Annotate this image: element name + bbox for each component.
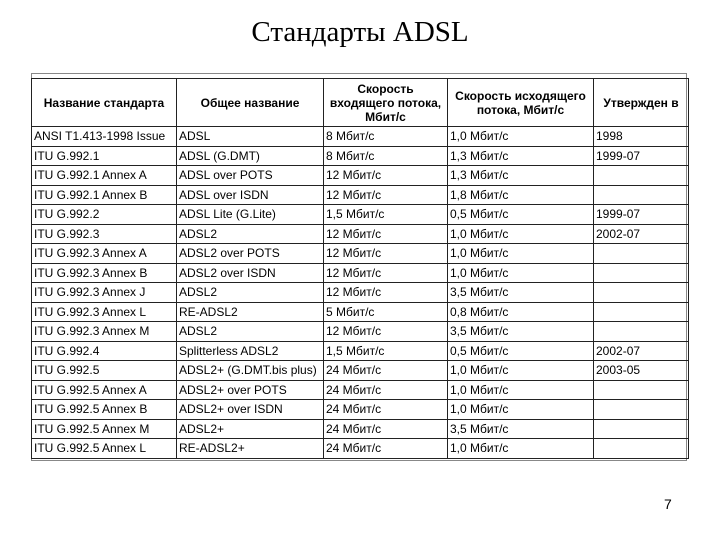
cell-downstream-speed: 1,5 Мбит/с (324, 341, 448, 361)
cell-common-name: ADSL2 (177, 283, 324, 303)
cell-standard-name: ITU G.992.3 Annex M (32, 322, 177, 342)
cell-common-name: ADSL over ISDN (177, 185, 324, 205)
cell-downstream-speed: 12 Мбит/с (324, 224, 448, 244)
cell-upstream-speed: 0,8 Мбит/с (448, 302, 594, 322)
table-row (32, 224, 689, 244)
table-row (32, 185, 689, 205)
cell-approved (594, 244, 689, 264)
cell-downstream-speed: 24 Мбит/с (324, 419, 448, 439)
cell-upstream-speed: 1,8 Мбит/с (448, 185, 594, 205)
cell-downstream-speed: 12 Мбит/с (324, 283, 448, 303)
cell-common-name: ADSL2 over POTS (177, 244, 324, 264)
table-body (32, 127, 689, 459)
cell-downstream-speed: 24 Мбит/с (324, 361, 448, 381)
cell-approved: 1999-07 (594, 205, 689, 225)
cell-standard-name: ITU G.992.3 Annex L (32, 302, 177, 322)
cell-standard-name: ITU G.992.5 Annex B (32, 400, 177, 420)
header-upstream-speed: Скорость исходящего потока, Мбит/с (448, 79, 594, 127)
cell-standard-name: ITU G.992.1 Annex A (32, 166, 177, 186)
cell-downstream-speed: 12 Мбит/с (324, 322, 448, 342)
cell-standard-name: ITU G.992.5 Annex L (32, 439, 177, 459)
cell-downstream-speed: 5 Мбит/с (324, 302, 448, 322)
cell-common-name: ADSL2+ over POTS (177, 380, 324, 400)
table-row (32, 283, 689, 303)
cell-downstream-speed: 24 Мбит/с (324, 400, 448, 420)
table-row (32, 263, 689, 283)
cell-approved (594, 380, 689, 400)
table-row (32, 146, 689, 166)
cell-standard-name: ITU G.992.5 Annex A (32, 380, 177, 400)
cell-common-name: ADSL2+ (177, 419, 324, 439)
cell-common-name: ADSL Lite (G.Lite) (177, 205, 324, 225)
cell-standard-name: ANSI T1.413-1998 Issue (32, 127, 177, 147)
cell-approved (594, 166, 689, 186)
table-row (32, 400, 689, 420)
cell-approved: 2002-07 (594, 224, 689, 244)
cell-approved: 2002-07 (594, 341, 689, 361)
cell-approved (594, 419, 689, 439)
cell-upstream-speed: 1,0 Мбит/с (448, 263, 594, 283)
cell-common-name: Splitterless ADSL2 (177, 341, 324, 361)
cell-approved: 1999-07 (594, 146, 689, 166)
page-number: 7 (664, 496, 672, 512)
cell-common-name: ADSL2 (177, 224, 324, 244)
cell-standard-name: ITU G.992.2 (32, 205, 177, 225)
cell-upstream-speed: 0,5 Мбит/с (448, 341, 594, 361)
cell-standard-name: ITU G.992.1 (32, 146, 177, 166)
cell-downstream-speed: 1,5 Мбит/с (324, 205, 448, 225)
cell-upstream-speed: 1,3 Мбит/с (448, 146, 594, 166)
cell-standard-name: ITU G.992.1 Annex B (32, 185, 177, 205)
header-downstream-speed: Скорость входящего потока, Мбит/с (324, 79, 448, 127)
cell-common-name: ADSL2 over ISDN (177, 263, 324, 283)
cell-upstream-speed: 0,5 Мбит/с (448, 205, 594, 225)
cell-upstream-speed: 1,0 Мбит/с (448, 400, 594, 420)
cell-upstream-speed: 1,3 Мбит/с (448, 166, 594, 186)
cell-downstream-speed: 12 Мбит/с (324, 166, 448, 186)
cell-approved (594, 400, 689, 420)
cell-upstream-speed: 1,0 Мбит/с (448, 127, 594, 147)
cell-approved: 1998 (594, 127, 689, 147)
cell-common-name: ADSL over POTS (177, 166, 324, 186)
cell-approved (594, 185, 689, 205)
cell-common-name: ADSL2 (177, 322, 324, 342)
cell-upstream-speed: 1,0 Мбит/с (448, 244, 594, 264)
header-standard-name: Название стандарта (32, 79, 177, 127)
table-row (32, 302, 689, 322)
table-row (32, 419, 689, 439)
cell-approved (594, 302, 689, 322)
cell-upstream-speed: 3,5 Мбит/с (448, 283, 594, 303)
cell-downstream-speed: 24 Мбит/с (324, 380, 448, 400)
cell-common-name: ADSL (G.DMT) (177, 146, 324, 166)
cell-upstream-speed: 1,0 Мбит/с (448, 224, 594, 244)
cell-common-name: RE-ADSL2 (177, 302, 324, 322)
cell-standard-name: ITU G.992.3 Annex A (32, 244, 177, 264)
cell-approved (594, 322, 689, 342)
cell-upstream-speed: 1,0 Мбит/с (448, 361, 594, 381)
header-approved: Утвержден в (594, 79, 689, 127)
cell-upstream-speed: 1,0 Мбит/с (448, 439, 594, 459)
table-row (32, 127, 689, 147)
cell-common-name: RE-ADSL2+ (177, 439, 324, 459)
cell-standard-name: ITU G.992.4 (32, 341, 177, 361)
cell-upstream-speed: 1,0 Мбит/с (448, 380, 594, 400)
cell-approved (594, 263, 689, 283)
cell-standard-name: ITU G.992.5 Annex M (32, 419, 177, 439)
table-row (32, 341, 689, 361)
cell-common-name: ADSL2+ (G.DMT.bis plus) (177, 361, 324, 381)
cell-approved (594, 283, 689, 303)
header-common-name: Общее название (177, 79, 324, 127)
cell-approved (594, 439, 689, 459)
cell-downstream-speed: 24 Мбит/с (324, 439, 448, 459)
page-title: Стандарты ADSL (251, 16, 469, 48)
table-row (32, 244, 689, 264)
cell-standard-name: ITU G.992.5 (32, 361, 177, 381)
cell-standard-name: ITU G.992.3 Annex B (32, 263, 177, 283)
cell-downstream-speed: 8 Мбит/с (324, 127, 448, 147)
cell-downstream-speed: 12 Мбит/с (324, 185, 448, 205)
cell-approved: 2003-05 (594, 361, 689, 381)
table-header-row (32, 79, 689, 127)
cell-standard-name: ITU G.992.3 (32, 224, 177, 244)
cell-downstream-speed: 8 Мбит/с (324, 146, 448, 166)
table-row (32, 322, 689, 342)
table-row (32, 361, 689, 381)
cell-common-name: ADSL2+ over ISDN (177, 400, 324, 420)
table-row (32, 205, 689, 225)
cell-downstream-speed: 12 Мбит/с (324, 244, 448, 264)
cell-downstream-speed: 12 Мбит/с (324, 263, 448, 283)
cell-standard-name: ITU G.992.3 Annex J (32, 283, 177, 303)
table-row (32, 166, 689, 186)
cell-upstream-speed: 3,5 Мбит/с (448, 322, 594, 342)
table-row (32, 439, 689, 459)
cell-upstream-speed: 3,5 Мбит/с (448, 419, 594, 439)
adsl-standards-table (31, 78, 689, 459)
cell-common-name: ADSL (177, 127, 324, 147)
table-row (32, 380, 689, 400)
